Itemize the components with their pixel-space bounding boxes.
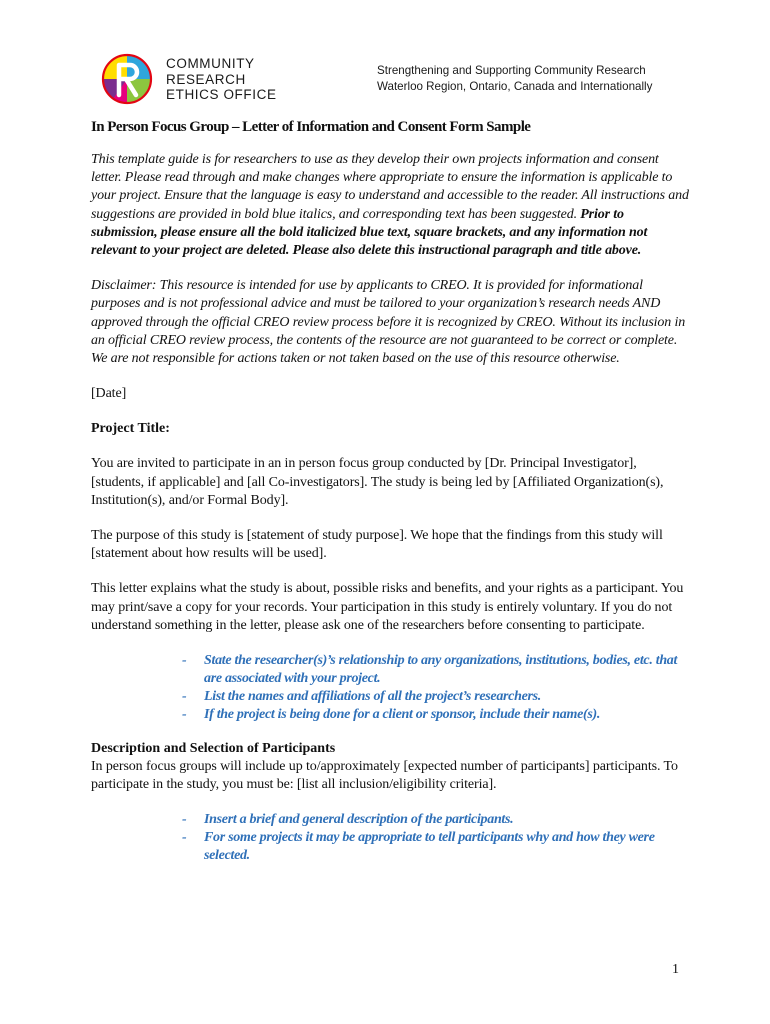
creo-logo-icon — [99, 53, 155, 105]
document-title: In Person Focus Group – Letter of Information and Consent Form Sample — [91, 119, 531, 135]
page-number: 1 — [672, 962, 679, 977]
list-item — [179, 811, 691, 829]
section-heading: Description and Selection of Participants — [91, 741, 336, 757]
instruction-text: If the project is being done for a client or sponsor, include their name(s). — [204, 707, 601, 723]
org-name-line1: COMMUNITY — [166, 56, 255, 71]
bullet-dash: - — [182, 812, 187, 828]
intro-text: This template guide is for researchers to use as they develop their own projects information and consent letter. Please read through and make changes where appropriate to ensure the information is applicable to your project. Ensure that the language is easy to understand and accessible to the reader. All instructions and suggestions are provided in bold blue italics, and corresponding text has been suggested. — [91, 152, 689, 222]
instruction-text: Insert a brief and general description of the participants. — [204, 812, 514, 828]
tagline-line1: Strengthening and Supporting Community Research — [377, 64, 646, 77]
tagline-line2: Waterloo Region, Ontario, Canada and Internationally — [377, 80, 653, 93]
page-header — [0, 0, 770, 112]
instruction-text: State the researcher(s)’s relationship to any organizations, institutions, bodies, etc. that are associated with your project. — [204, 653, 678, 687]
instruction-text: For some projects it may be appropriate to tell participants why and how they were selected. — [204, 830, 655, 864]
tagline — [377, 63, 652, 95]
instruction-list-researchers — [91, 652, 691, 724]
invite-paragraph: You are invited to participate in an in person focus group conducted by [Dr. Principal Investigator], [students, if applicable] and [all Co-investigators]. The study is being led by [Affiliated Organization(s), Institution(s), and/or Formal Body]. — [91, 456, 664, 508]
org-name-line3: ETHICS OFFICE — [166, 87, 277, 103]
document-body — [91, 119, 691, 881]
disclaimer-paragraph: Disclaimer: This resource is intended for use by applicants to CREO. It is provided for informational purposes and is not professional advice and must be tailored to your organization’s research needs AND approved through the official CREO review process before it is recognized by CREO. Without its inclusion in an official CREO review process, the contents of the resource are not guaranteed to be correct or complete. We are not responsible for actions taken or not taken based on the use of this resource otherwise. — [91, 278, 686, 367]
intro-paragraph — [91, 151, 691, 260]
list-item — [179, 652, 691, 688]
bullet-dash: - — [182, 707, 187, 723]
bullet-dash: - — [182, 653, 187, 669]
date-placeholder: [Date] — [91, 386, 127, 402]
list-item — [179, 688, 691, 706]
bullet-dash: - — [182, 830, 187, 846]
list-item — [179, 706, 691, 724]
intro-bold-text: Prior to submission, please ensure all the bold italicized blue text, square brackets, and any information not relevant to your project are deleted. Please also delete this instructional paragraph and title above. — [91, 206, 648, 259]
org-name-line2: RESEARCH — [166, 71, 246, 87]
bullet-dash: - — [182, 689, 187, 705]
section-paragraph: In person focus groups will include up to/approximately [expected number of participants] participants. To participate in the study, you must be: [list all inclusion/eligibility criteria]. — [91, 759, 678, 793]
project-title-label: Project Title: — [91, 421, 170, 437]
purpose-paragraph: The purpose of this study is [statement of study purpose]. We hope that the findings from this study will [statement about how results will be used]. — [91, 528, 663, 562]
instruction-list-participants — [91, 811, 691, 865]
letter-paragraph: This letter explains what the study is about, possible risks and benefits, and your rights as a participant. You may print/save a copy for your records. Your participation in this study is entirely voluntary. If you do not understand something in the letter, please ask one of the researchers before consenting to participate. — [91, 581, 684, 633]
list-item — [179, 829, 691, 865]
org-name — [166, 56, 277, 103]
instruction-text: List the names and affiliations of all the project’s researchers. — [204, 689, 541, 705]
